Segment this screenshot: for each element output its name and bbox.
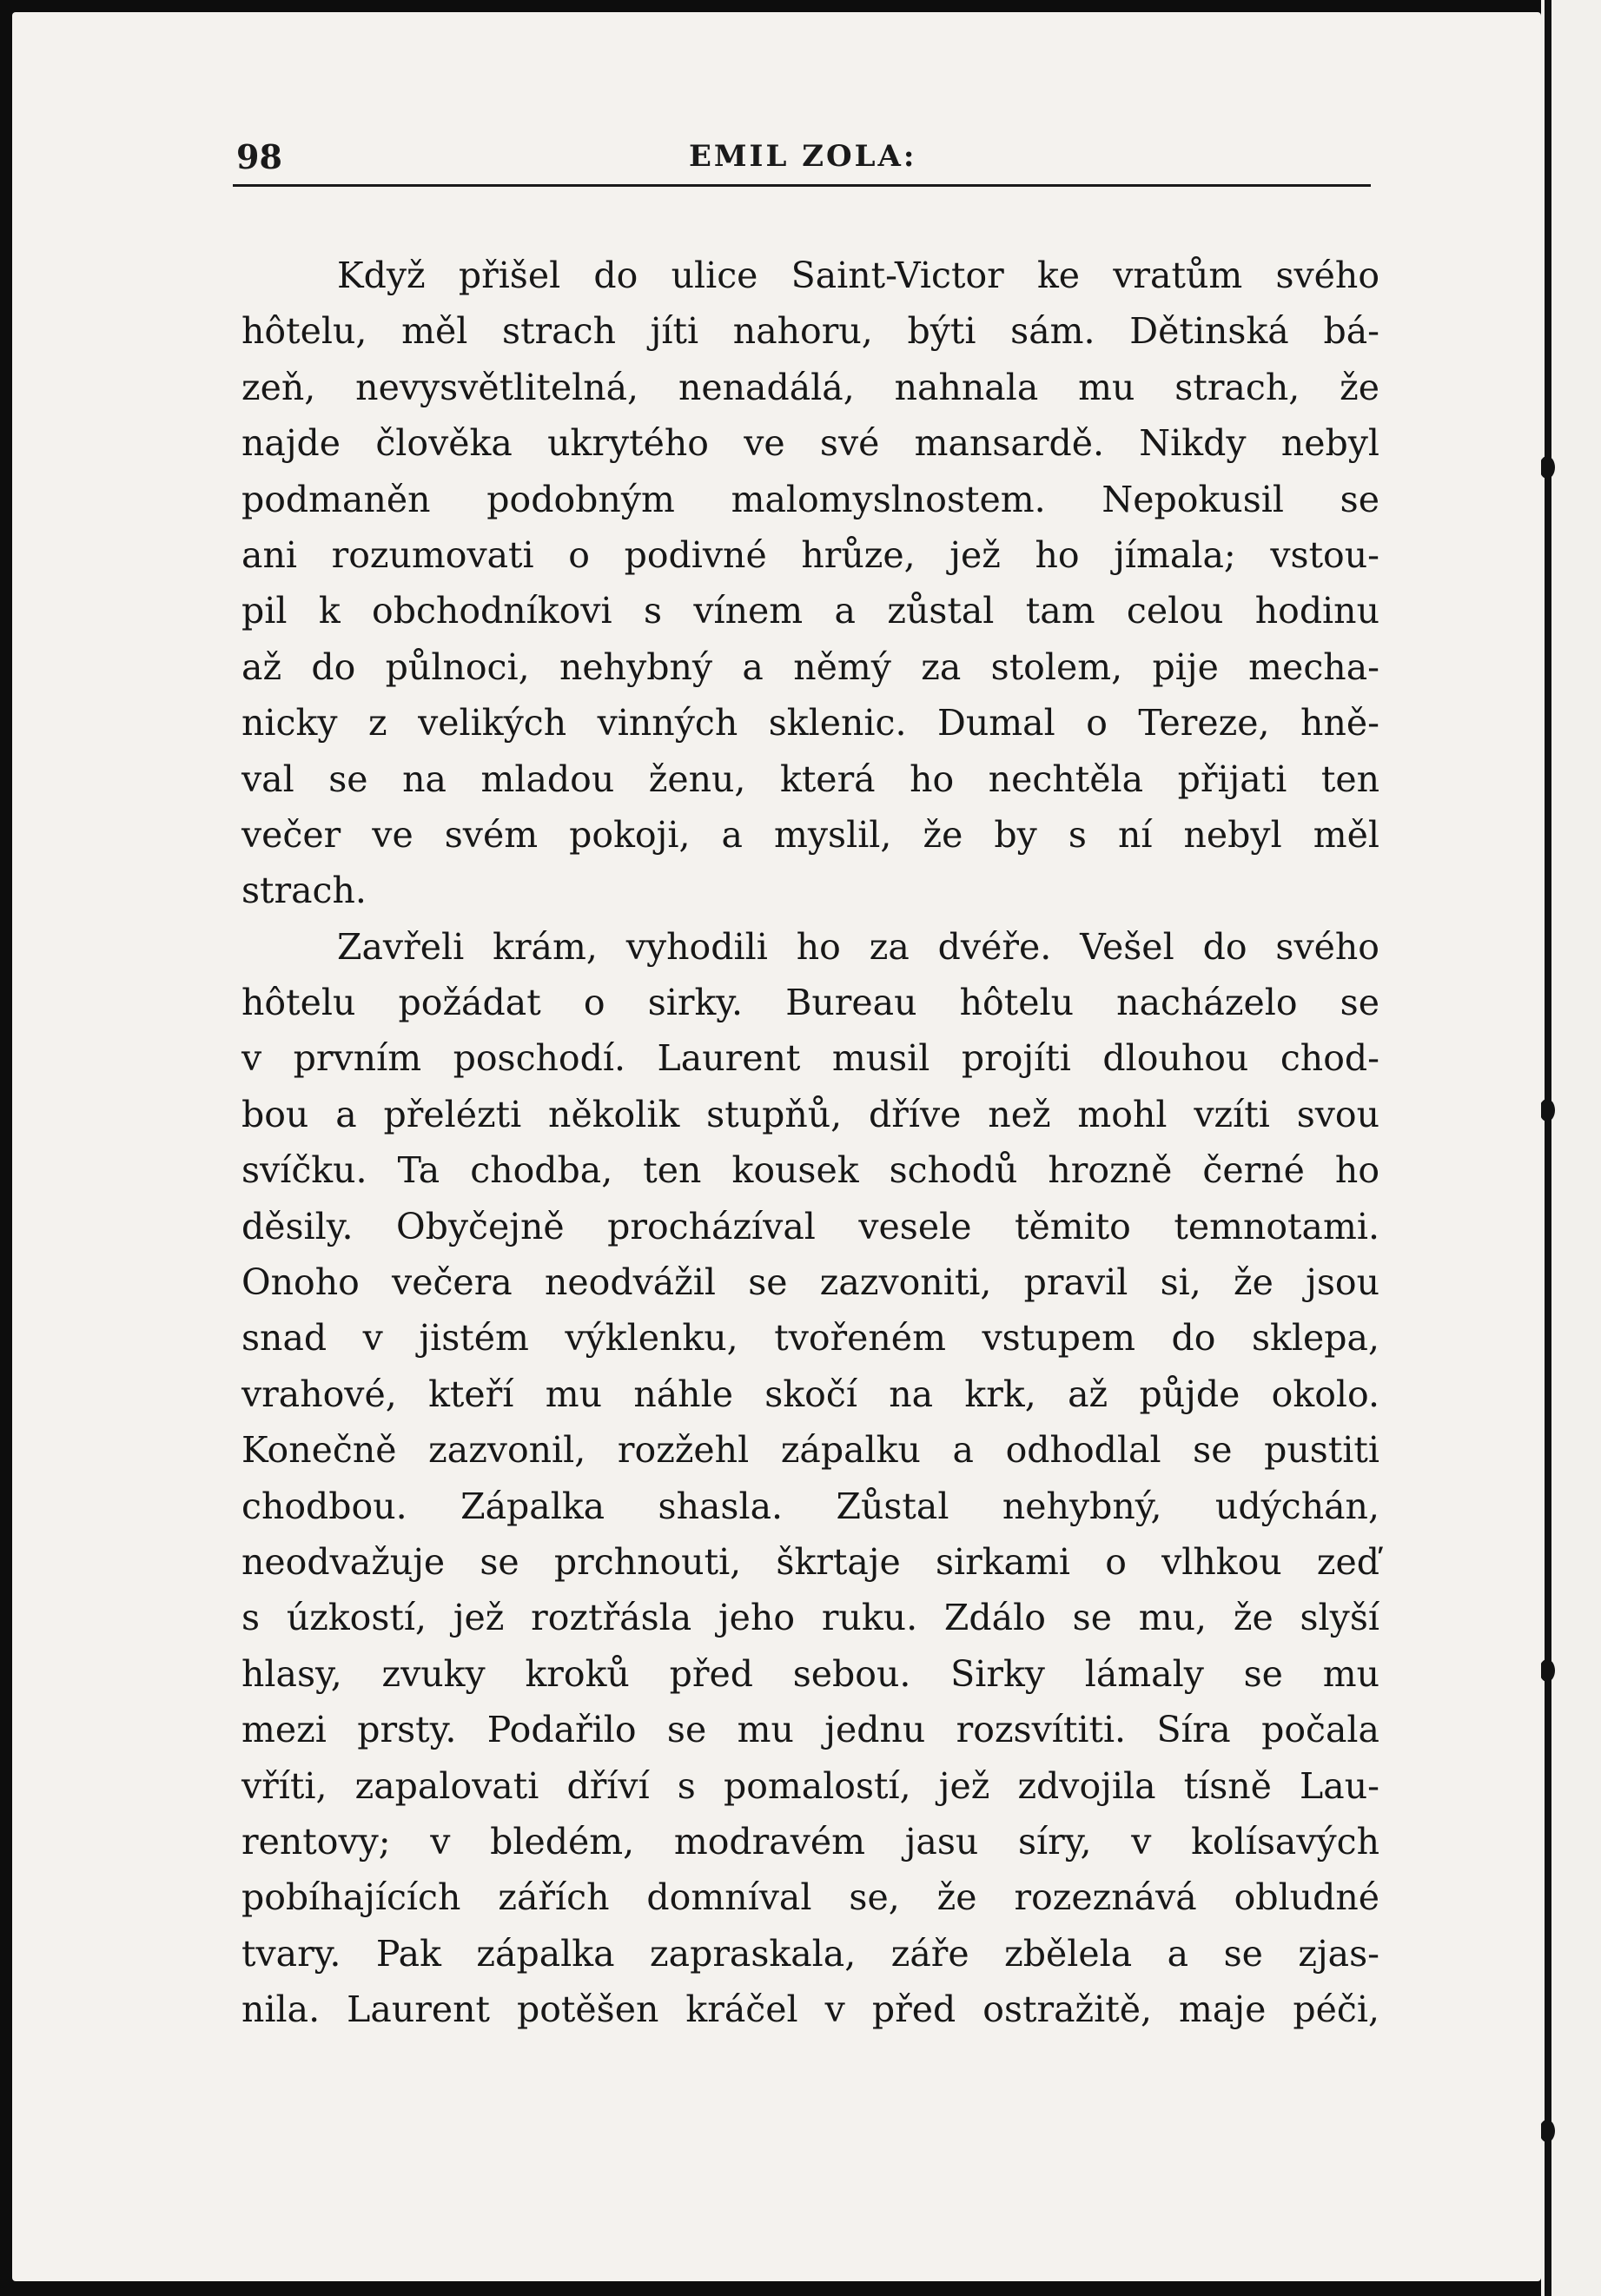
text-line: podmaněn podobným malomyslnostem. Nepokusil se [241, 478, 1379, 520]
text-line: vrahové, kteří mu náhle skočí na krk, až půjde okolo. [241, 1373, 1379, 1415]
page-header [233, 130, 1371, 187]
text-line: chodbou. Zápalka shasla. Zůstal nehybný, udýchán, [241, 1485, 1379, 1527]
text-line: Konečně zazvonil, rozžehl zápalku a odhodlal se pustiti [241, 1429, 1379, 1472]
binding-mark [1539, 1659, 1555, 1682]
text-line: nicky z velikých vinných sklenic. Dumal o Tereze, hně- [241, 702, 1379, 744]
text-line: neodvažuje se prchnouti, škrtaje sirkami o vlhkou zeď [241, 1540, 1379, 1583]
body-text [241, 248, 1379, 2038]
paragraph-2 [241, 919, 1379, 2038]
text-line: pobíhajících zářích domníval se, že rozeznává obludné [241, 1876, 1379, 1919]
text-line: strach. [241, 870, 367, 912]
text-line: snad v jistém výklenku, tvořeném vstupem do sklepa, [241, 1317, 1379, 1360]
page-number: 98 [236, 137, 282, 176]
text-line: val se na mladou ženu, která ho nechtěla přijati ten [241, 758, 1379, 800]
binding-mark [1539, 456, 1555, 479]
text-line: mezi prsty. Podařilo se mu jednu rozsvítiti. Síra počala [241, 1709, 1379, 1751]
text-line: ani rozumovati o podivné hrůze, jež ho jímala; vstou- [241, 533, 1379, 576]
running-head: EMIL ZOLA: [689, 139, 917, 174]
text-line: svíčku. Ta chodba, ten kousek schodů hrozně černé ho [241, 1149, 1379, 1192]
text-line: děsily. Obyčejně procházíval vesele těmito temnotami. [241, 1205, 1379, 1247]
paragraph-1 [241, 248, 1379, 919]
text-line: rentovy; v bledém, modravém jasu síry, v kolísavých [241, 1820, 1379, 1863]
binding-mark [1539, 2120, 1555, 2142]
text-line: hlasy, zvuky kroků před sebou. Sirky lámaly se mu [241, 1652, 1379, 1695]
text-line: Když přišel do ulice Saint-Victor ke vratům svého [337, 255, 1379, 296]
text-line: Onoho večera neodvážil se zazvoniti, pravil si, že jsou [241, 1261, 1379, 1304]
text-line: hôtelu, měl strach jíti nahoru, býti sám. Dětinská bá- [241, 310, 1379, 353]
text-line: nila. Laurent potěšen kráčel v před ostražitě, maje péči, [241, 1988, 1379, 2031]
text-line: tvary. Pak zápalka zapraskala, záře zbělela a se zjas- [241, 1932, 1379, 1975]
text-line: s úzkostí, jež roztřásla jeho ruku. Zdálo se mu, že slyší [241, 1597, 1379, 1639]
text-line: vříti, zapalovati dříví s pomalostí, jež zdvojila tísně Lau- [241, 1764, 1379, 1807]
text-line: Zavřeli krám, vyhodili ho za dvéře. Vešel do svého [337, 925, 1379, 968]
book-gutter-line [1545, 0, 1551, 2296]
text-line: zeň, nevysvětlitelná, nenadálá, nahnala mu strach, že [241, 366, 1379, 408]
text-line: pil k obchodníkovi s vínem a zůstal tam celou hodinu [241, 590, 1379, 632]
text-line: najde člověka ukrytého ve své mansardě. Nikdy nebyl [241, 422, 1379, 465]
text-line: večer ve svém pokoji, a myslil, že by s ní nebyl měl [241, 813, 1379, 856]
text-line: bou a přelézti několik stupňů, dříve než mohl vzíti svou [241, 1093, 1379, 1135]
text-line: v prvním poschodí. Laurent musil projíti dlouhou chod- [241, 1037, 1379, 1080]
text-line: hôtelu požádat o sirky. Bureau hôtelu nacházelo se [241, 982, 1379, 1024]
binding-mark [1539, 1099, 1555, 1122]
text-line: až do půlnoci, nehybný a němý za stolem, pije mecha- [241, 645, 1379, 688]
